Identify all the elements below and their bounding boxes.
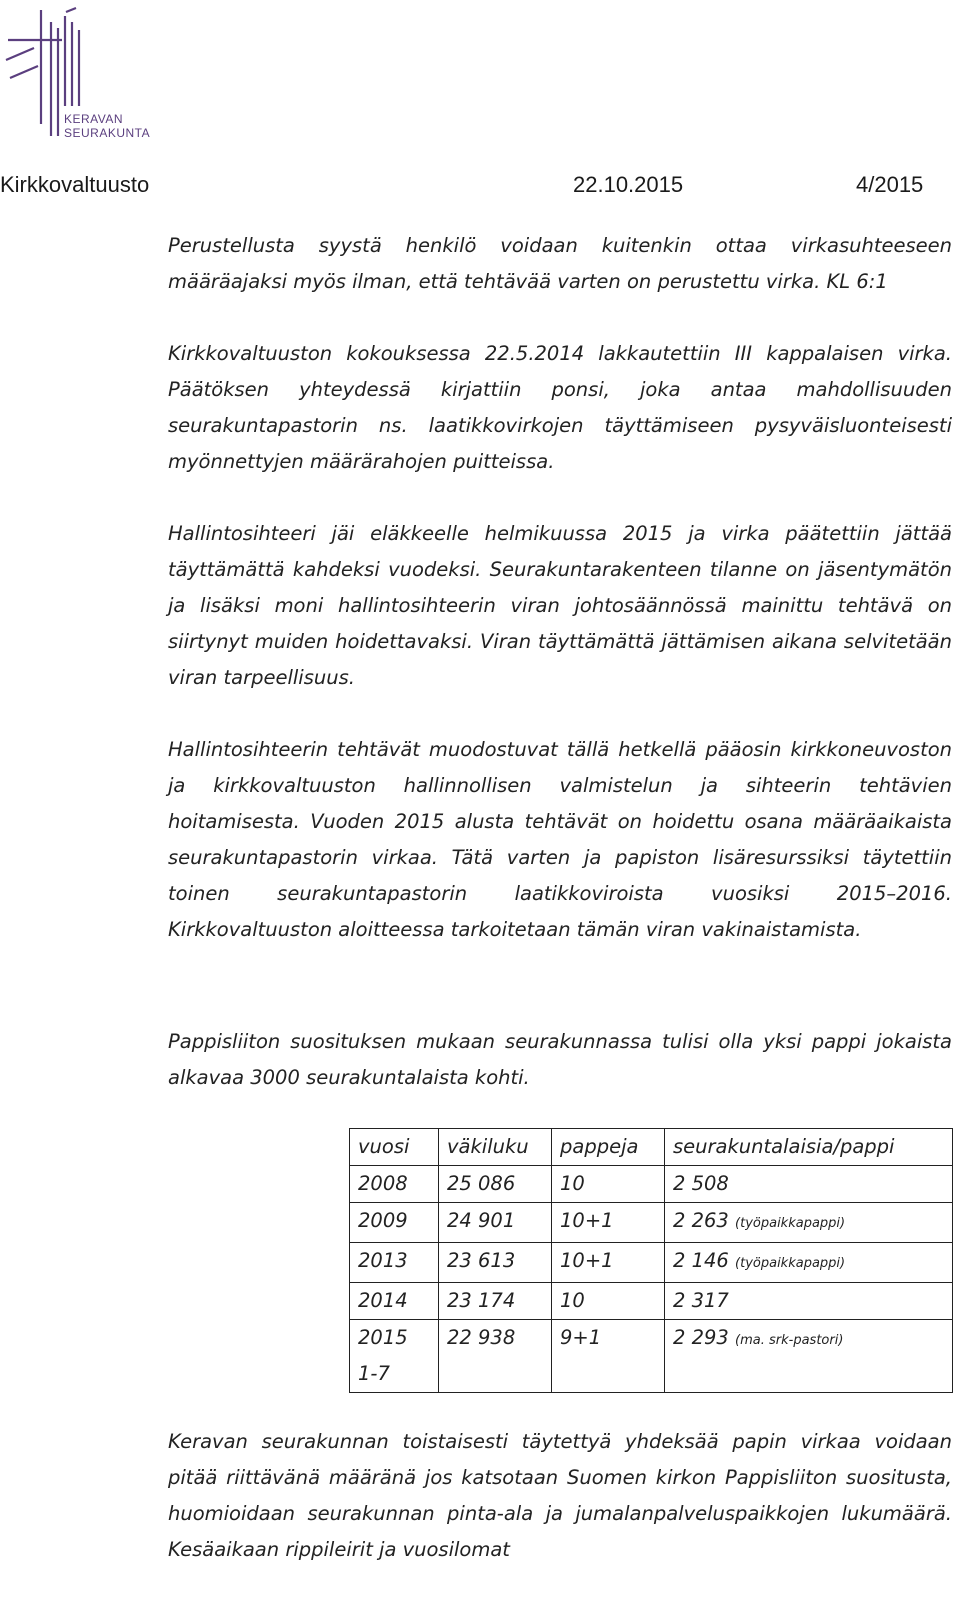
priests-cell: 10 [552, 1283, 665, 1320]
ratio-value: 2 508 [673, 1172, 729, 1195]
logo-line-1: KERAVAN [64, 112, 124, 126]
ratio-value: 2 263 [673, 1209, 729, 1232]
ratio-value: 2 317 [673, 1289, 729, 1312]
ratio-cell [665, 1203, 953, 1243]
table-row [350, 1203, 953, 1243]
header-number: 4/2015 [856, 172, 924, 197]
year-cell: 2008 [350, 1166, 439, 1203]
paragraph-2: Kirkkovaltuuston kokouksessa 22.5.2014 lakkautettiin III kappalaisen virka. Päätöksen yhteydessä kirjattiin ponsi, joka antaa mahdollisuuden seurakuntapastorin ns. laatikkovirkojen täyttämiseen pysyväisluonteisesti myönnettyjen määrärahojen puitteissa. [168, 342, 952, 473]
table-row [350, 1320, 953, 1393]
population-cell: 22 938 [439, 1320, 552, 1393]
paragraph-3: Hallintosihteeri jäi eläkkeelle helmikuussa 2015 ja virka päätettiin jättää täyttämättä kahdeksi vuodeksi. Seurakuntarakenteen tilanne on jäsentymätön ja lisäksi moni hallintosihteerin viran johtosäännössä mainittu tehtävä on siirtynyt muiden hoidettavaksi. Viran täyttämättä jättämisen aikana selvitetään viran tarpeellisuus. [168, 522, 952, 689]
table-header-cell: vuosi [350, 1129, 439, 1166]
year-cell: 2009 [350, 1203, 439, 1243]
population-cell: 25 086 [439, 1166, 552, 1203]
table-header-cell: seurakuntalaisia/pappi [665, 1129, 953, 1166]
ratio-value: 2 146 [673, 1249, 729, 1272]
ratio-cell [665, 1243, 953, 1283]
ratio-cell [665, 1166, 953, 1203]
logo-line-2: SEURAKUNTA [64, 126, 151, 140]
table-header-cell: väkiluku [439, 1129, 552, 1166]
paragraph-1: Perustellusta syystä henkilö voidaan kuitenkin ottaa virkasuhteeseen määräajaksi myös ilman, että tehtävää varten on perustettu virka. KL 6:1 [168, 234, 952, 293]
church-logo [4, 6, 154, 156]
population-cell: 23 613 [439, 1243, 552, 1283]
document-header [0, 172, 960, 200]
header-title: Kirkkovaltuusto [0, 172, 150, 197]
priests-cell: 9+1 [552, 1320, 665, 1393]
paragraph-5: Pappisliiton suosituksen mukaan seurakunnassa tulisi olla yksi pappi jokaista alkavaa 3000 seurakuntalaista kohti. [168, 1030, 952, 1089]
paragraph-6: Keravan seurakunnan toistaisesti täytettyä yhdeksää papin virkaa voidaan pitää riittävänä määränä jos katsotaan Suomen kirkon Pappisliiton suositusta, huomioidaan seurakunnan pinta-ala ja jumalanpalveluspaikkojen lukumäärä. Kesäaikaan rippileirit ja vuosilomat [168, 1430, 952, 1561]
priests-cell: 10 [552, 1166, 665, 1203]
ratio-note: (ma. srk-pastori) [735, 1333, 844, 1348]
year-cell [350, 1320, 439, 1393]
population-cell: 24 901 [439, 1203, 552, 1243]
priest-ratio-table [349, 1128, 953, 1393]
year-period: 1-7 [358, 1362, 390, 1385]
ratio-note: (työpaikkapappi) [735, 1256, 846, 1271]
logo-text [64, 112, 150, 140]
ratio-cell [665, 1320, 953, 1393]
year-cell: 2014 [350, 1283, 439, 1320]
table-row [350, 1166, 953, 1203]
population-cell: 23 174 [439, 1283, 552, 1320]
ratio-cell [665, 1283, 953, 1320]
header-date: 22.10.2015 [573, 172, 684, 197]
priests-cell: 10+1 [552, 1243, 665, 1283]
year-value: 2015 [358, 1326, 408, 1349]
priests-cell: 10+1 [552, 1203, 665, 1243]
table-row [350, 1243, 953, 1283]
table-header-row [350, 1129, 953, 1166]
paragraph-4: Hallintosihteerin tehtävät muodostuvat tällä hetkellä pääosin kirkkoneuvoston ja kirkkovaltuuston hallinnollisen valmistelun ja sihteerin tehtävien hoitamisesta. Vuoden 2015 alusta tehtävät on hoidettu osana määräaikaista seurakuntapastorin virkaa. Tätä varten ja papiston lisäresurssiksi täytettiin toinen seurakuntapastorin laatikkoviroista vuosiksi 2015–2016. Kirkkovaltuuston aloitteessa tarkoitetaan tämän viran vakinaistamista. [168, 738, 952, 941]
ratio-value: 2 293 [673, 1326, 729, 1349]
table-row [350, 1283, 953, 1320]
year-cell: 2013 [350, 1243, 439, 1283]
table-header-cell: pappeja [552, 1129, 665, 1166]
ratio-note: (työpaikkapappi) [735, 1216, 846, 1231]
